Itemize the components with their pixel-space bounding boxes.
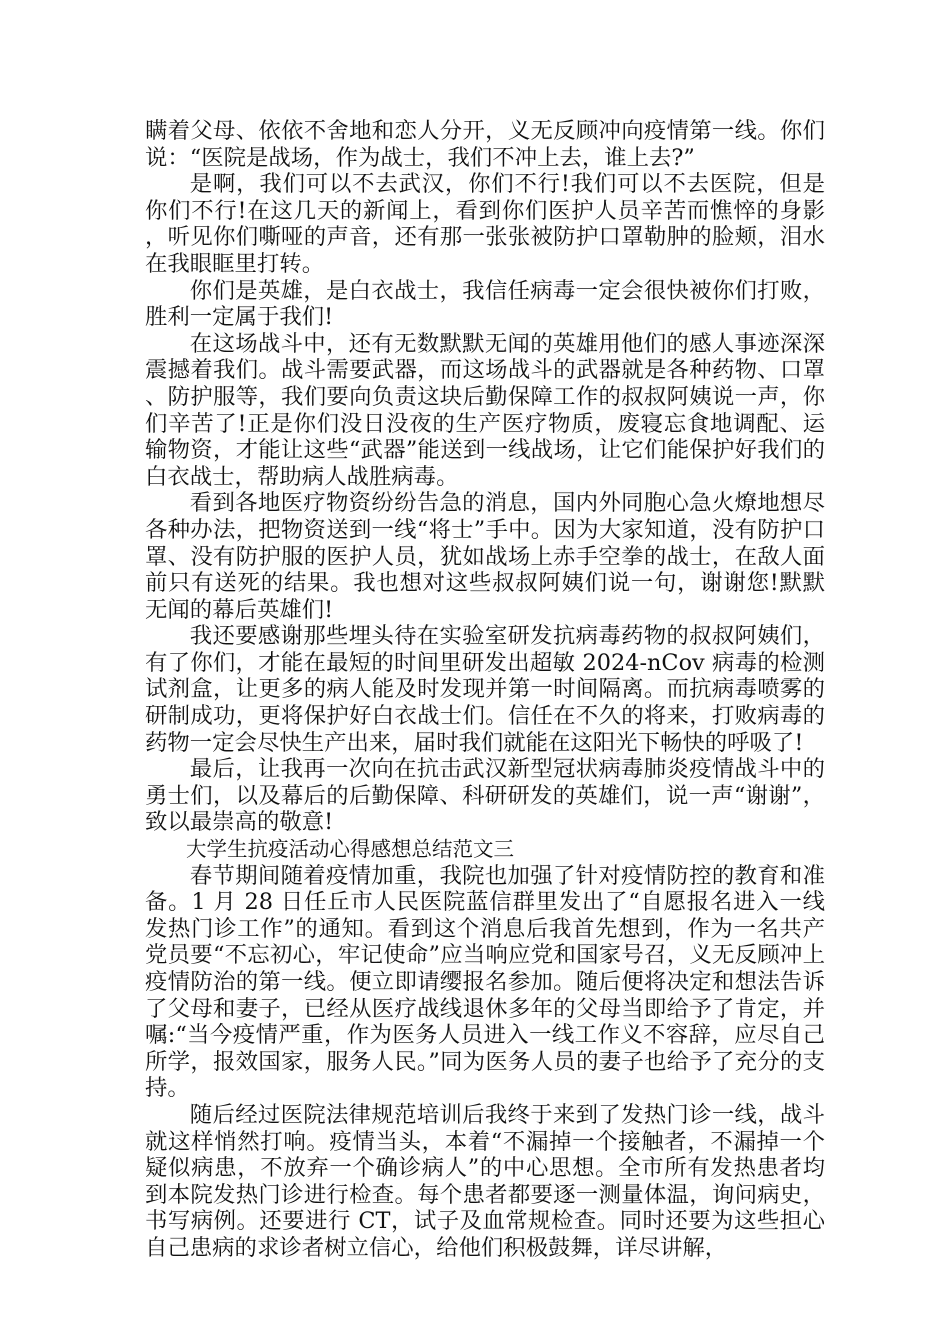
- section-heading: 大学生抗疫活动心得感想总结范文三: [186, 837, 514, 862]
- paragraph-3: 你们是英雄，是白衣战士，我信任病毒一定会很快被你们打败，胜利一定属于我们!: [145, 277, 825, 331]
- paragraph-7: 最后，让我再一次向在抗击武汉新型冠状病毒肺炎疫情战斗中的勇士们，以及幕后的后勤保障、科研研发的英雄们，说一声“谢谢”，致以最崇高的敬意!: [145, 756, 825, 836]
- paragraph-6: 我还要感谢那些埋头待在实验室研发抗病毒药物的叔叔阿姨们，有了你们，才能在最短的时间里研发出超敏 2024-nCov 病毒的检测试剂盒，让更多的病人能及时发现并第一时间隔离。而抗病毒喷雾的研制成功，更将保护好白衣战士们。信任在不久的将来，打败病毒的药物一定会尽快生产出来，届时我们就能在这阳光下畅快的呼吸了!: [145, 623, 825, 756]
- paragraph-2: 是啊，我们可以不去武汉，你们不行!我们可以不去医院，但是你们不行!在这几天的新闻上，看到你们医护人员辛苦而憔悴的身影，听见你们嘶哑的声音，还有那一张张被防护口罩勒肿的脸颊，泪水在我眼眶里打转。: [145, 171, 825, 277]
- paragraph-4: 在这场战斗中，还有无数默默无闻的英雄用他们的感人事迹深深震撼着我们。战斗需要武器，而这场战斗的武器就是各种药物、口罩、防护服等，我们要向负责这块后勤保障工作的叔叔阿姨说一声，你们辛苦了!正是你们没日没夜的生产医疗物质，废寝忘食地调配、运输物资，才能让这些“武器”能送到一线战场，让它们能保护好我们的白衣战士，帮助病人战胜病毒。: [145, 330, 825, 490]
- paragraph-9: 随后经过医院法律规范培训后我终于来到了发热门诊一线，战斗就这样悄然打响。疫情当头，本着“不漏掉一个接触者，不漏掉一个疑似病患，不放弃一个确诊病人”的中心思想。全市所有发热患者均到本院发热门诊进行检查。每个患者都要逐一测量体温，询问病史，书写病例。还要进行 CT，试子及血常规检查。同时还要为这些担心自己患病的求诊者树立信心，给他们积极鼓舞，详尽讲解，: [145, 1101, 825, 1261]
- paragraph-8: 春节期间随着疫情加重，我院也加强了针对疫情防控的教育和准备。1 月 28 日任丘市人民医院蓝信群里发出了“自愿报名进入一线发热门诊工作”的通知。看到这个消息后我首先想到，作为一名共产党员要“不忘初心，牢记使命”应当响应党和国家号召，义无反顾冲上疫情防治的第一线。便立即请缨报名参加。随后便将决定和想法告诉了父母和妻子，已经从医疗战线退休多年的父母当即给予了肯定，并嘱:“当今疫情严重，作为医务人员进入一线工作义不容辞，应尽自己所学，报效国家，服务人民。”同为医务人员的妻子也给予了充分的支持。: [145, 862, 825, 1102]
- paragraph-1: 瞒着父母、依依不舍地和恋人分开，义无反顾冲向疫情第一线。你们说：“医院是战场，作为战士，我们不冲上去，谁上去?”: [145, 118, 825, 171]
- document-body: [145, 118, 825, 1262]
- paragraph-5: 看到各地医疗物资纷纷告急的消息，国内外同胞心急火燎地想尽各种办法，把物资送到一线“将士”手中。因为大家知道，没有防护口罩、没有防护服的医护人员，犹如战场上赤手空拳的战士，在敌人面前只有送死的结果。我也想对这些叔叔阿姨们说一句，谢谢您!默默无闻的幕后英雄们!: [145, 490, 825, 623]
